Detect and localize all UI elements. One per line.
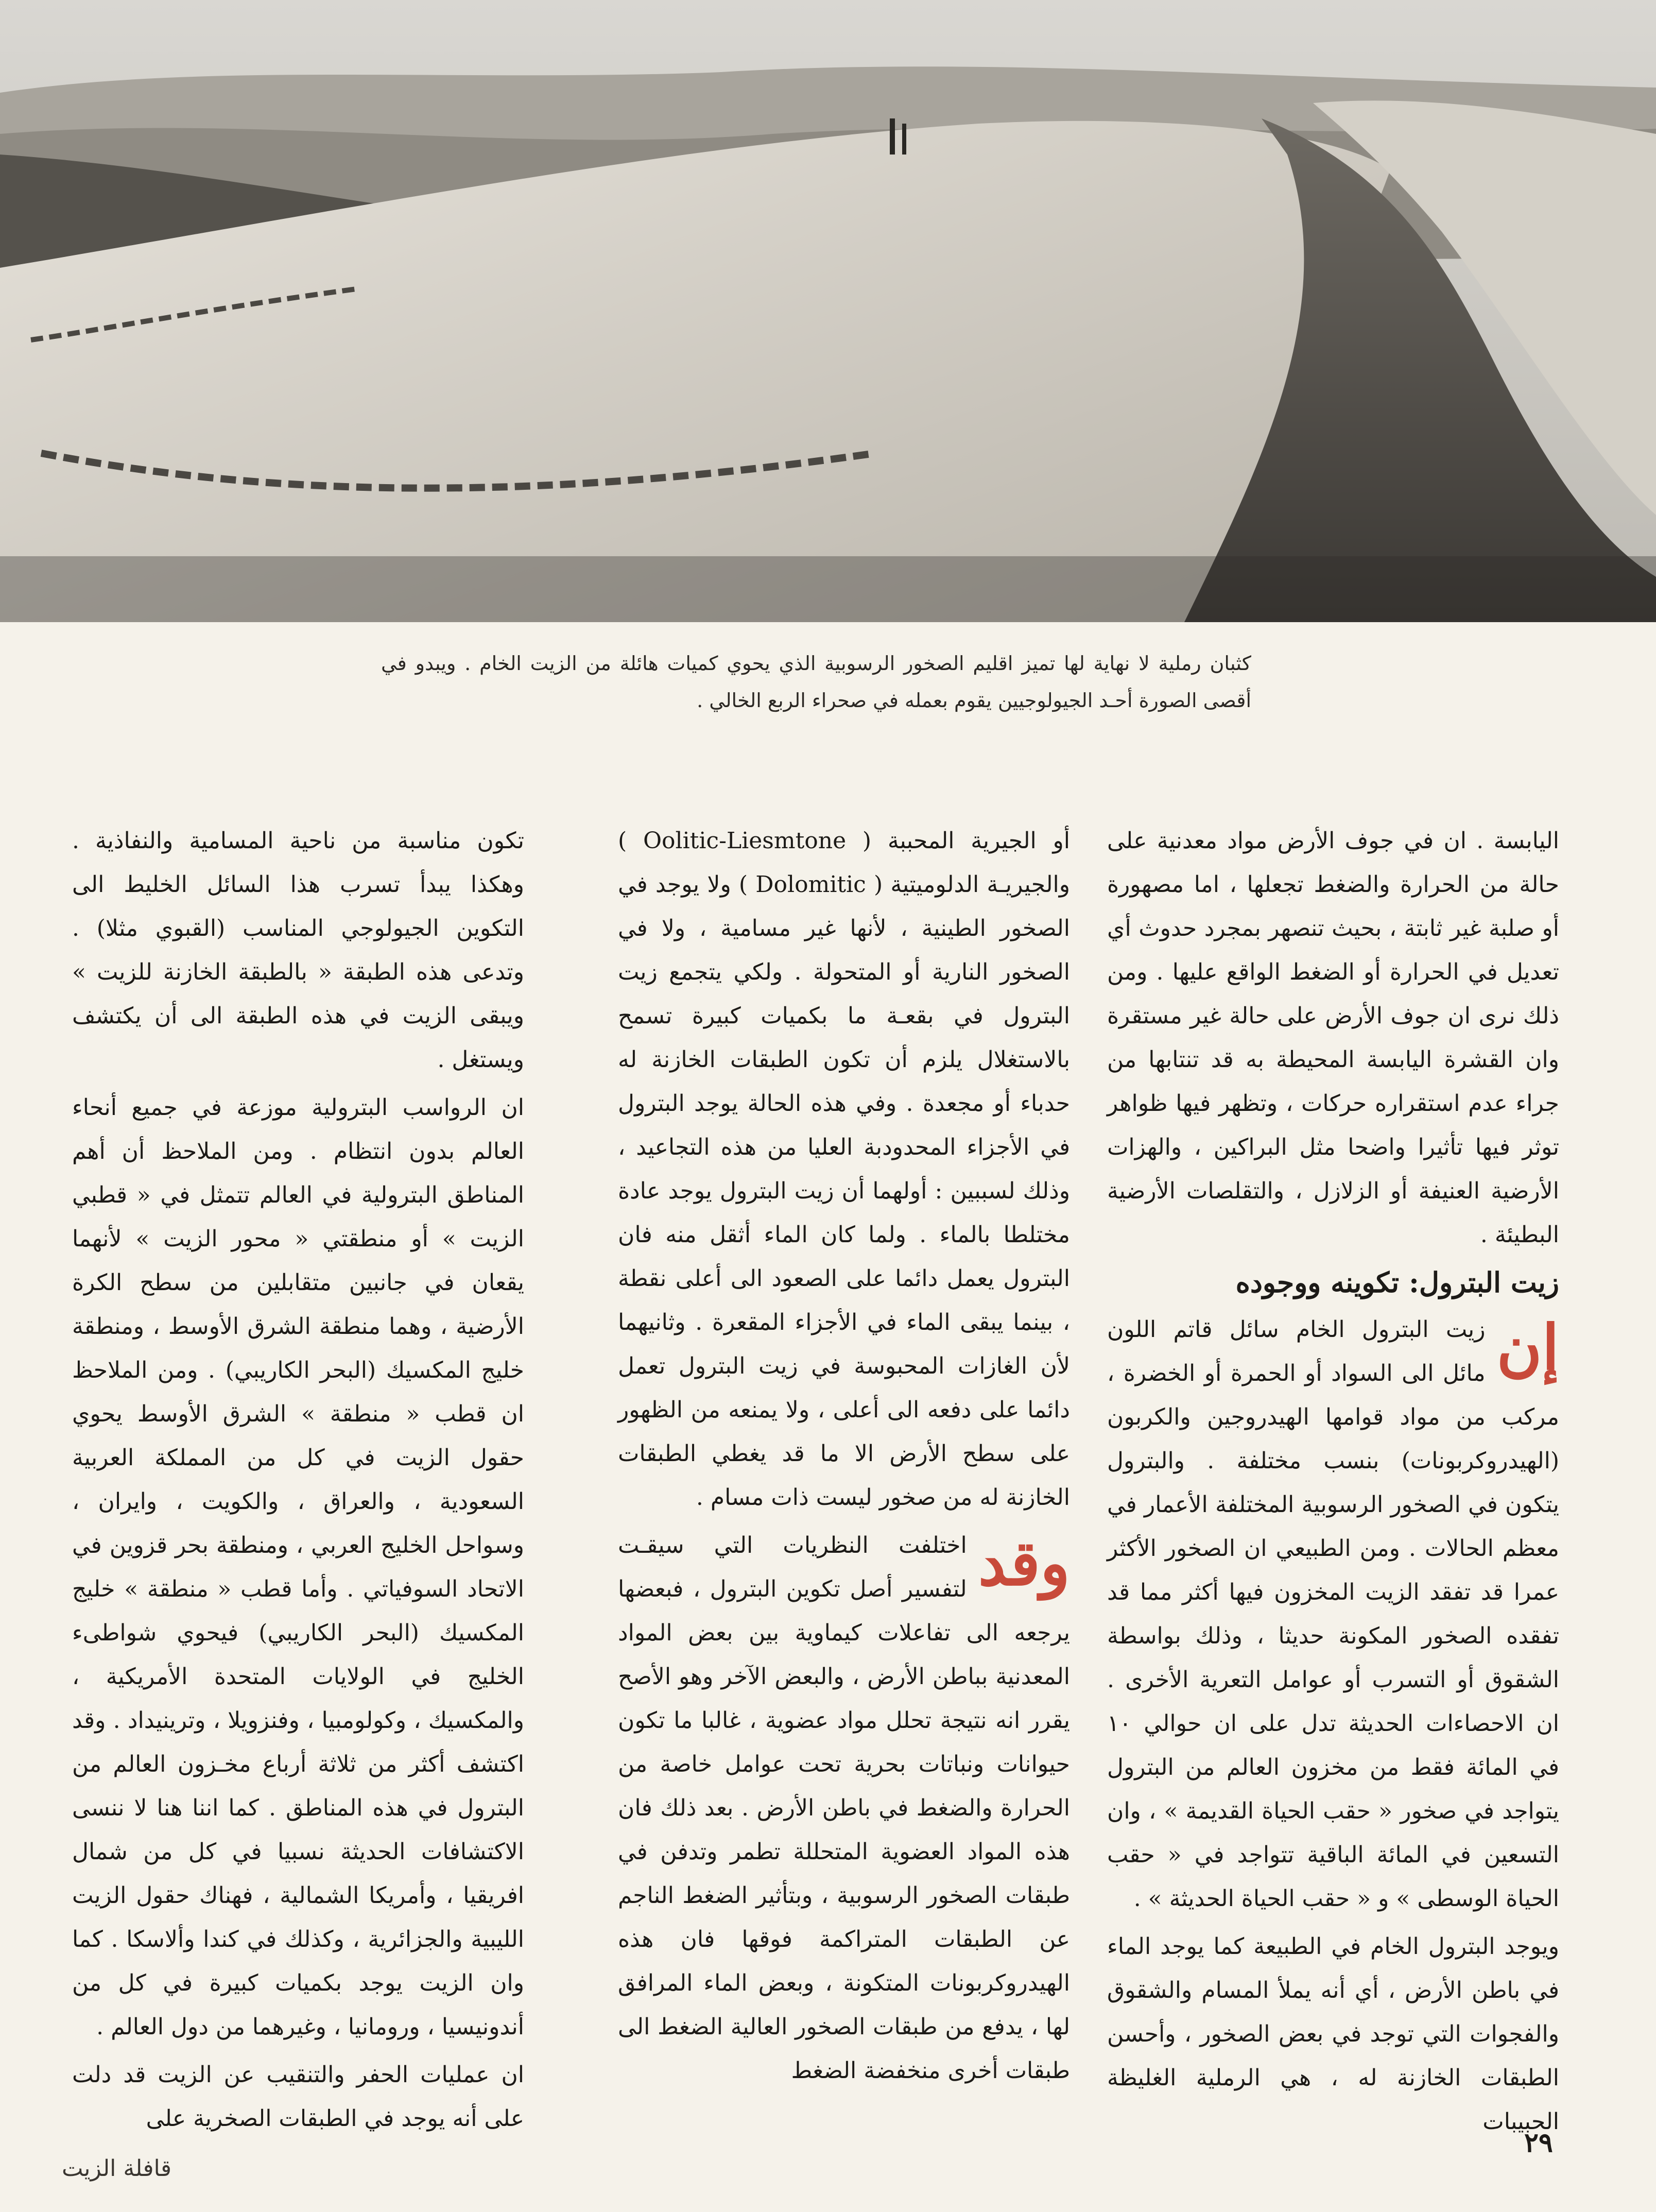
dropcap: إن [1496, 1311, 1559, 1384]
paragraph-text: اختلفت النظريات التي سيقـت لتفسير أصل تكوين البترول ، فبعضها يرجعه الى تفاعلات كيماوية بين بعض المواد المعدنية بباطن الأرض ، والبعض الآخر وهو الأصح يقرر انه نتيجة تحلل مواد عضوية ، غالبا ما تكون حيوانات ونباتات بحرية تحت عوامل خاصة من الحرارة والضغط في باطن الأرض . بعد ذلك فان هذه المواد العضوية المتحللة تطمر وتدفن في طبقات الصخور الرسوبية ، وبتأثير الضغط الناجم عن الطبقات المتراكمة فوقها فان هذه الهيدروكربونات المتكونة ، وبعض الماء المرافق لها ، يدفع من طبقات الصخور العالية الضغط الى طبقات أخرى منخفضة الضغط [618, 1532, 1070, 2084]
article-column-1 [1107, 819, 1559, 2135]
photo-caption: كثبان رملية لا نهاية لها تميز اقليم الصخور الرسوبية الذي يحوي كميات هائلة من الزيت الخام . ويبدو في أقصى الصورة أحـد الجيولوجيين يقوم بعمله في صحراء الربع الخالي . [381, 652, 1251, 712]
paragraph: تكون مناسبة من ناحية المسامية والنفاذية . وهكذا يبدأ تسرب هذا السائل الخليط الى التكوين الجيولوجي المناسب (القبوي مثلا) . وتدعى هذه الطبقة « بالطبقة الخازنة للزيت » ويبقى الزيت في هذه الطبقة الى أن يكتشف ويستغل . [72, 828, 524, 1073]
paragraph: اليابسة . ان في جوف الأرض مواد معدنية على حالة من الحرارة والضغط تجعلها ، اما مصهورة أو صلبة غير ثابتة ، بحيث تنصهر بمجرد حدوث أي تعديل في الحرارة أو الضغط الواقع عليها . ومن ذلك نرى ان جوف الأرض على حالة غير مستقرة وان القشرة اليابسة المحيطة به قد تنتابها من جراء عدم استقراره حركات ، وتظهر فيها ظواهر توثر فيها تأثيرا واضحا مثل البراكين ، والهزات الأرضية العنيفة أو الزلازل ، والتقلصات الأرضية البطيئة . [1107, 828, 1559, 1248]
section-heading: زيت البترول: تكوينه ووجوده [1235, 1266, 1559, 1299]
magazine-title: قافلة الزيت [62, 2155, 171, 2182]
paragraph: أو الجيرية المحببة ( Oolitic-Liesmtone ) والجيريـة الدلوميتية ( Dolomitic ) ولا يوجد في الصخور الطينية ، لأنها غير مسامية ، ولا في الصخور النارية أو المتحولة . ولكي يتجمع زيت البترول في بقعـة ما بكميات كبيرة تسمح بالاستغلال يلزم أن تكون الطبقات الخازنة له حدباء أو مجعدة . وفي هذه الحالة يوجد البترول في الأجزاء المحدودبة العليا من هذه التجاعيد ، وذلك لسببين : أولهما أن زيت البترول يوجد عادة مختلطا بالماء . ولما كان الماء أثقل منه فان البترول يعمل دائما على الصعود الى أعلى نقطة ، بينما يبقى الماء في الأجزاء المقعرة . وثانيهما لأن الغازات المحبوسة في زيت البترول تعمل دائما على دفعه الى أعلى ، ولا يمنعه من الظهور على سطح الأرض الا ما قد يغطي الطبقات الخازنة له من صخور ليست ذات مسام . [618, 828, 1070, 1511]
paragraph: ان عمليات الحفر والتنقيب عن الزيت قد دلت على أنه يوجد في الطبقات الصخرية على [72, 2062, 524, 2132]
paragraph-with-dropcap [1107, 1308, 1559, 1921]
paragraph: ان الرواسب البترولية موزعة في جميع أنحاء العالم بدون انتظام . ومن الملاحظ أن أهم المناطق البترولية في العالم تتمثل في « قطبي الزيت » أو منطقتي « محور الزيت » لأنهما يقعان في جانبين متقابلين من سطح الكرة الأرضية ، وهما منطقة الشرق الأوسط ، ومنطقة خليج المكسيك (البحر الكاريبي) . ومن الملاحظ ان قطب « منطقة » الشرق الأوسط يحوي حقول الزيت في كل من المملكة العربية السعودية ، والعراق ، والكويت ، وايران ، وسواحل الخليج العربي ، ومنطقة بحر قزوين في الاتحاد السوفياتي . وأما قطب « منطقة » خليج المكسيك (البحر الكاريبي) فيحوي شواطىء الخليج في الولايات المتحدة الأمريكية ، والمكسيك ، وكولومبيا ، وفنزويلا ، وترينيداد . وقد اكتشف أكثر من ثلاثة أرباع مخـزون العالم من البترول في هذه المناطق . كما اننا هنا لا ننسى الاكتشافات الحديثة نسبيا في كل من شمال افريقيا ، وأمريكا الشمالية ، فهناك حقول الزيت الليبية والجزائرية ، وكذلك في كندا وألاسكا . كما وان الزيت يوجد بكميات كبيرة في كل من أندونيسيا ، ورومانيا ، وغيرهما من دول العالم . [72, 1094, 524, 2040]
paragraph: ويوجد البترول الخام في الطبيعة كما يوجد الماء في باطن الأرض ، أي أنه يملأ المسام والشقوق والفجوات التي توجد في بعض الصخور ، وأحسن الطبقات الخازنة له ، هي الرملية الغليظة الحبيبات [1107, 1933, 1559, 2135]
paragraph-with-dropcap [618, 1523, 1070, 2093]
paragraph-text: زيت البترول الخام سائل قاتم اللون مائل الى السواد أو الحمرة أو الخضرة ، مركب من مواد قوامها الهيدروجين والكربون (الهيدروكربونات) بنسب مختلفة . والبترول يتكون في الصخور الرسوبية المختلفة الأعمار في معظم الحالات . ومن الطبيعي ان الصخور الأكثر عمرا قد تفقد الزيت المخزون فيها أكثر مما قد تفقده الصخور المكونة حديثا ، وذلك بواسطة الشقوق أو التسرب أو عوامل التعرية الأخرى . ان الاحصاءات الحديثة تدل على ان حوالي ١٠ في المائة فقط من مخزون العالم من البترول يتواجد في صخور « حقب الحياة القديمة » ، وان التسعين في المائة الباقية تتواجد في « حقب الحياة الوسطى » و « حقب الحياة الحديثة » . [1107, 1316, 1559, 1912]
page-number: ٢٩ [1524, 2127, 1553, 2158]
dropcap: وقد [978, 1527, 1070, 1600]
article-column-2 [618, 819, 1070, 2106]
article-column-3 [72, 819, 524, 2132]
dunes-illustration [0, 0, 1656, 622]
desert-dunes-photo [0, 0, 1656, 622]
